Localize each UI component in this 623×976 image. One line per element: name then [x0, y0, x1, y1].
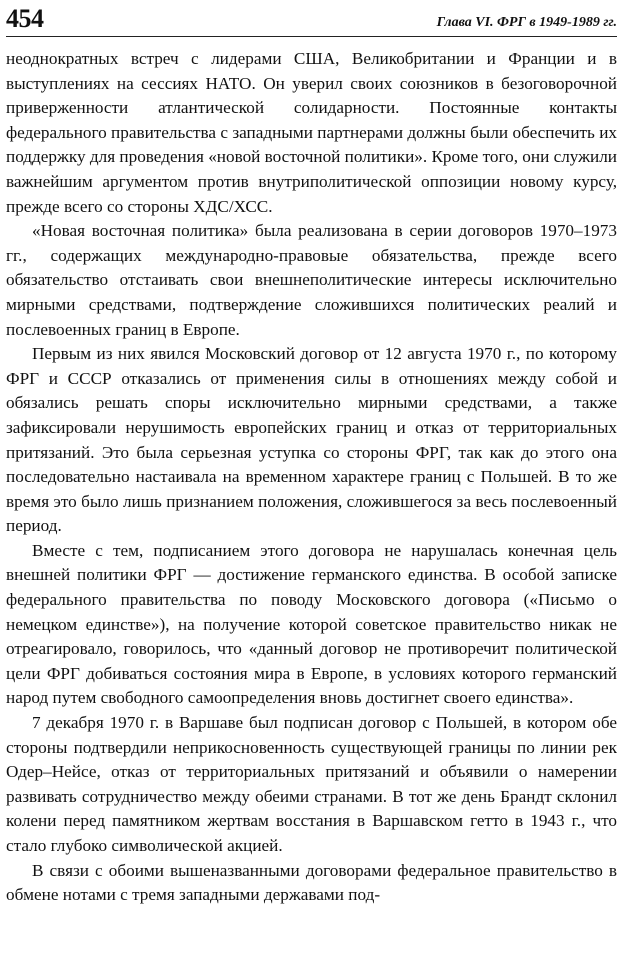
paragraph-1: неоднократных встреч с лидерами США, Великобритании и Франции и в выступлениях на сессиях НАТО. Он уверил своих союзников в безоговорочной приверженности атлантической солидарности. Постоянные контакты федерального правительства с западными партнерами должны были обеспечить их поддержку для проведения «новой восточной политики». Кроме того, они служили важнейшим аргументом против внутриполитической оппозиции новому курсу, прежде всего со стороны ХДС/ХСС.	[6, 49, 617, 216]
page-number: 454	[6, 4, 44, 33]
paragraph-2: «Новая восточная политика» была реализована в серии договоров 1970–1973 гг., содержащих международно-правовые обязательства, прежде всего обязательство отстаивать свои внешнеполитические интересы исключительно мирными средствами, подтверждение сложившихся политических реалий и послевоенных границ в Европе.	[6, 221, 617, 339]
body-text	[6, 47, 617, 908]
paragraph-4: Вместе с тем, подписанием этого договора не нарушалась конечная цель внешней политики ФРГ — достижение германского единства. В особой записке федерального правительства по поводу Московского договора («Письмо о немецком единстве»), на получение которой советское правительство никак не отреагировало, говорилось, что «данный договор не противоречит политической цели ФРГ добиваться состояния мира в Европе, в условиях которого германский народ путем свободного самоопределения вновь достигнет своего единства».	[6, 540, 617, 708]
chapter-title: Глава VI. ФРГ в 1949-1989 гг.	[436, 15, 617, 30]
running-header	[6, 0, 617, 37]
paragraph-3: Первым из них явился Московский договор от 12 августа 1970 г., по которому ФРГ и СССР отказались от применения силы в отношениях между собой и обязались решать споры исключительно мирными средствами, а также зафиксировали нерушимость европейских границ и отказ от территориальных притязаний. Это была серьезная уступка со стороны ФРГ, так как до этого она последовательно настаивала на временном характере границ с Польшей. В то же время это было лишь признанием положения, сложившегося за весь послевоенный период.	[6, 344, 617, 536]
paragraph-5: 7 декабря 1970 г. в Варшаве был подписан договор с Польшей, в котором обе стороны подтвердили неприкосновенность существующей границы по линии рек Одер–Нейсе, отказ от территориальных притязаний и объявили о намерении развивать сотрудничество между обеими странами. В тот же день Брандт склонил колени перед памятником жертвам восстания в Варшавском гетто в 1943 г., что стало глубоко символической акцией.	[6, 713, 617, 855]
paragraph-6: В связи с обоими вышеназванными договорами федеральное правительство в обмене нотами с тремя западными державами под-	[6, 860, 617, 905]
